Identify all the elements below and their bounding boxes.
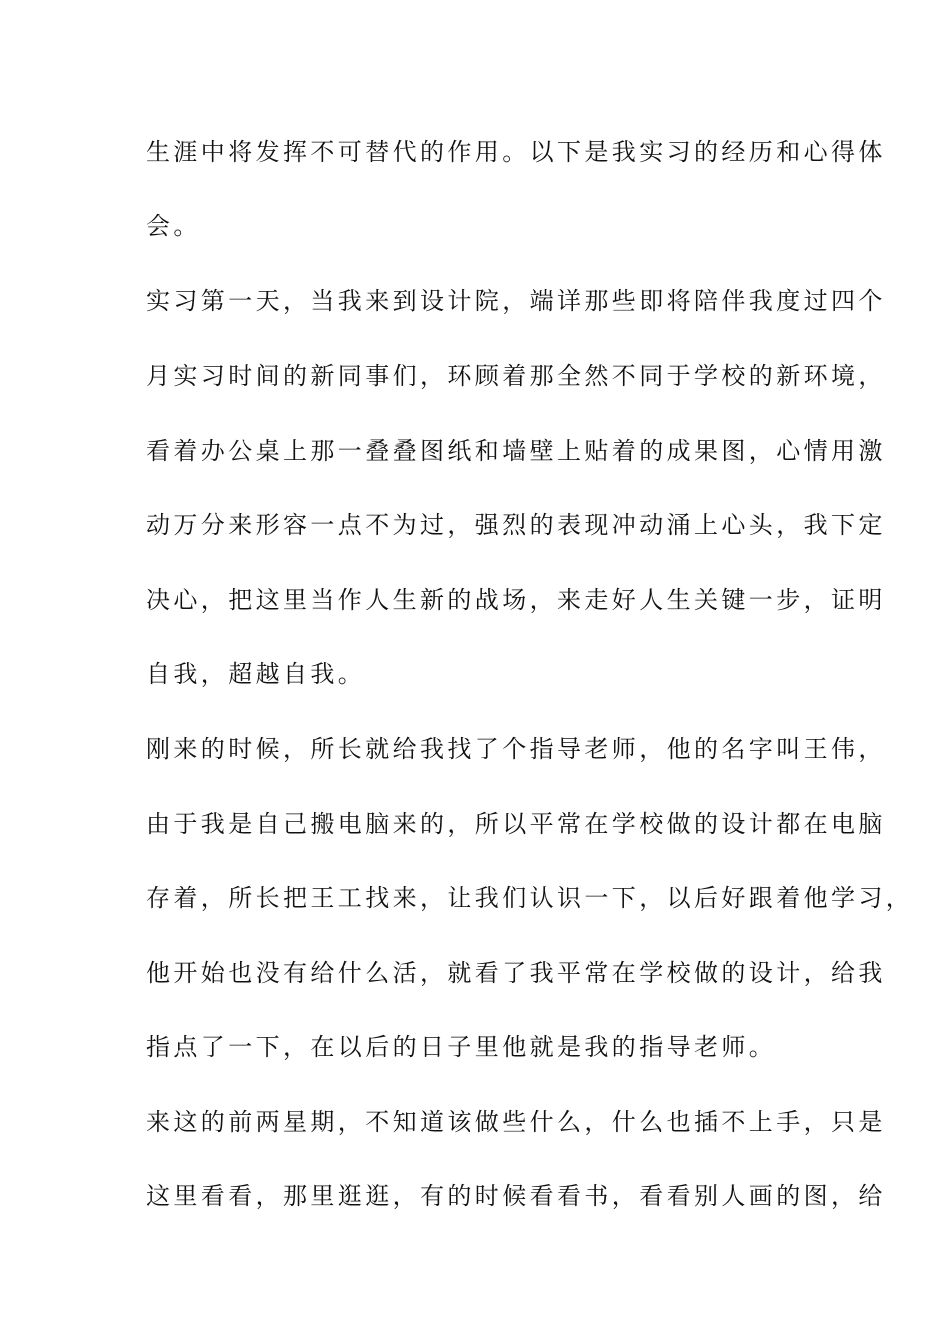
text-line: 实习第一天，当我来到设计院，端详那些即将陪伴我度过四个 bbox=[146, 287, 886, 315]
text-line: 自我，超越自我。 bbox=[146, 660, 366, 688]
text-line: 来这的前两星期，不知道该做些什么，什么也插不上手，只是 bbox=[146, 1108, 886, 1136]
text-line: 刚来的时候，所长就给我找了个指导老师，他的名字叫王伟， bbox=[146, 735, 886, 763]
text-line: 看着办公桌上那一叠叠图纸和墙壁上贴着的成果图，心情用激 bbox=[146, 437, 886, 465]
text-line: 决心，把这里当作人生新的战场，来走好人生关键一步，证明 bbox=[146, 586, 886, 614]
text-line: 动万分来形容一点不为过，强烈的表现冲动涌上心头，我下定 bbox=[146, 511, 886, 539]
text-line: 他开始也没有给什么活，就看了我平常在学校做的设计，给我 bbox=[146, 959, 886, 987]
text-line: 存着，所长把王工找来，让我们认识一下，以后好跟着他学习， bbox=[146, 884, 914, 912]
text-line: 指点了一下，在以后的日子里他就是我的指导老师。 bbox=[146, 1033, 777, 1061]
text-line: 由于我是自己搬电脑来的，所以平常在学校做的设计都在电脑 bbox=[146, 810, 886, 838]
text-line: 生涯中将发挥不可替代的作用。以下是我实习的经历和心得体 bbox=[146, 138, 886, 166]
text-line: 月实习时间的新同事们，环顾着那全然不同于学校的新环境， bbox=[146, 362, 886, 390]
text-line: 会。 bbox=[146, 212, 201, 240]
text-line: 这里看看，那里逛逛，有的时候看看书，看看别人画的图，给 bbox=[146, 1182, 886, 1210]
